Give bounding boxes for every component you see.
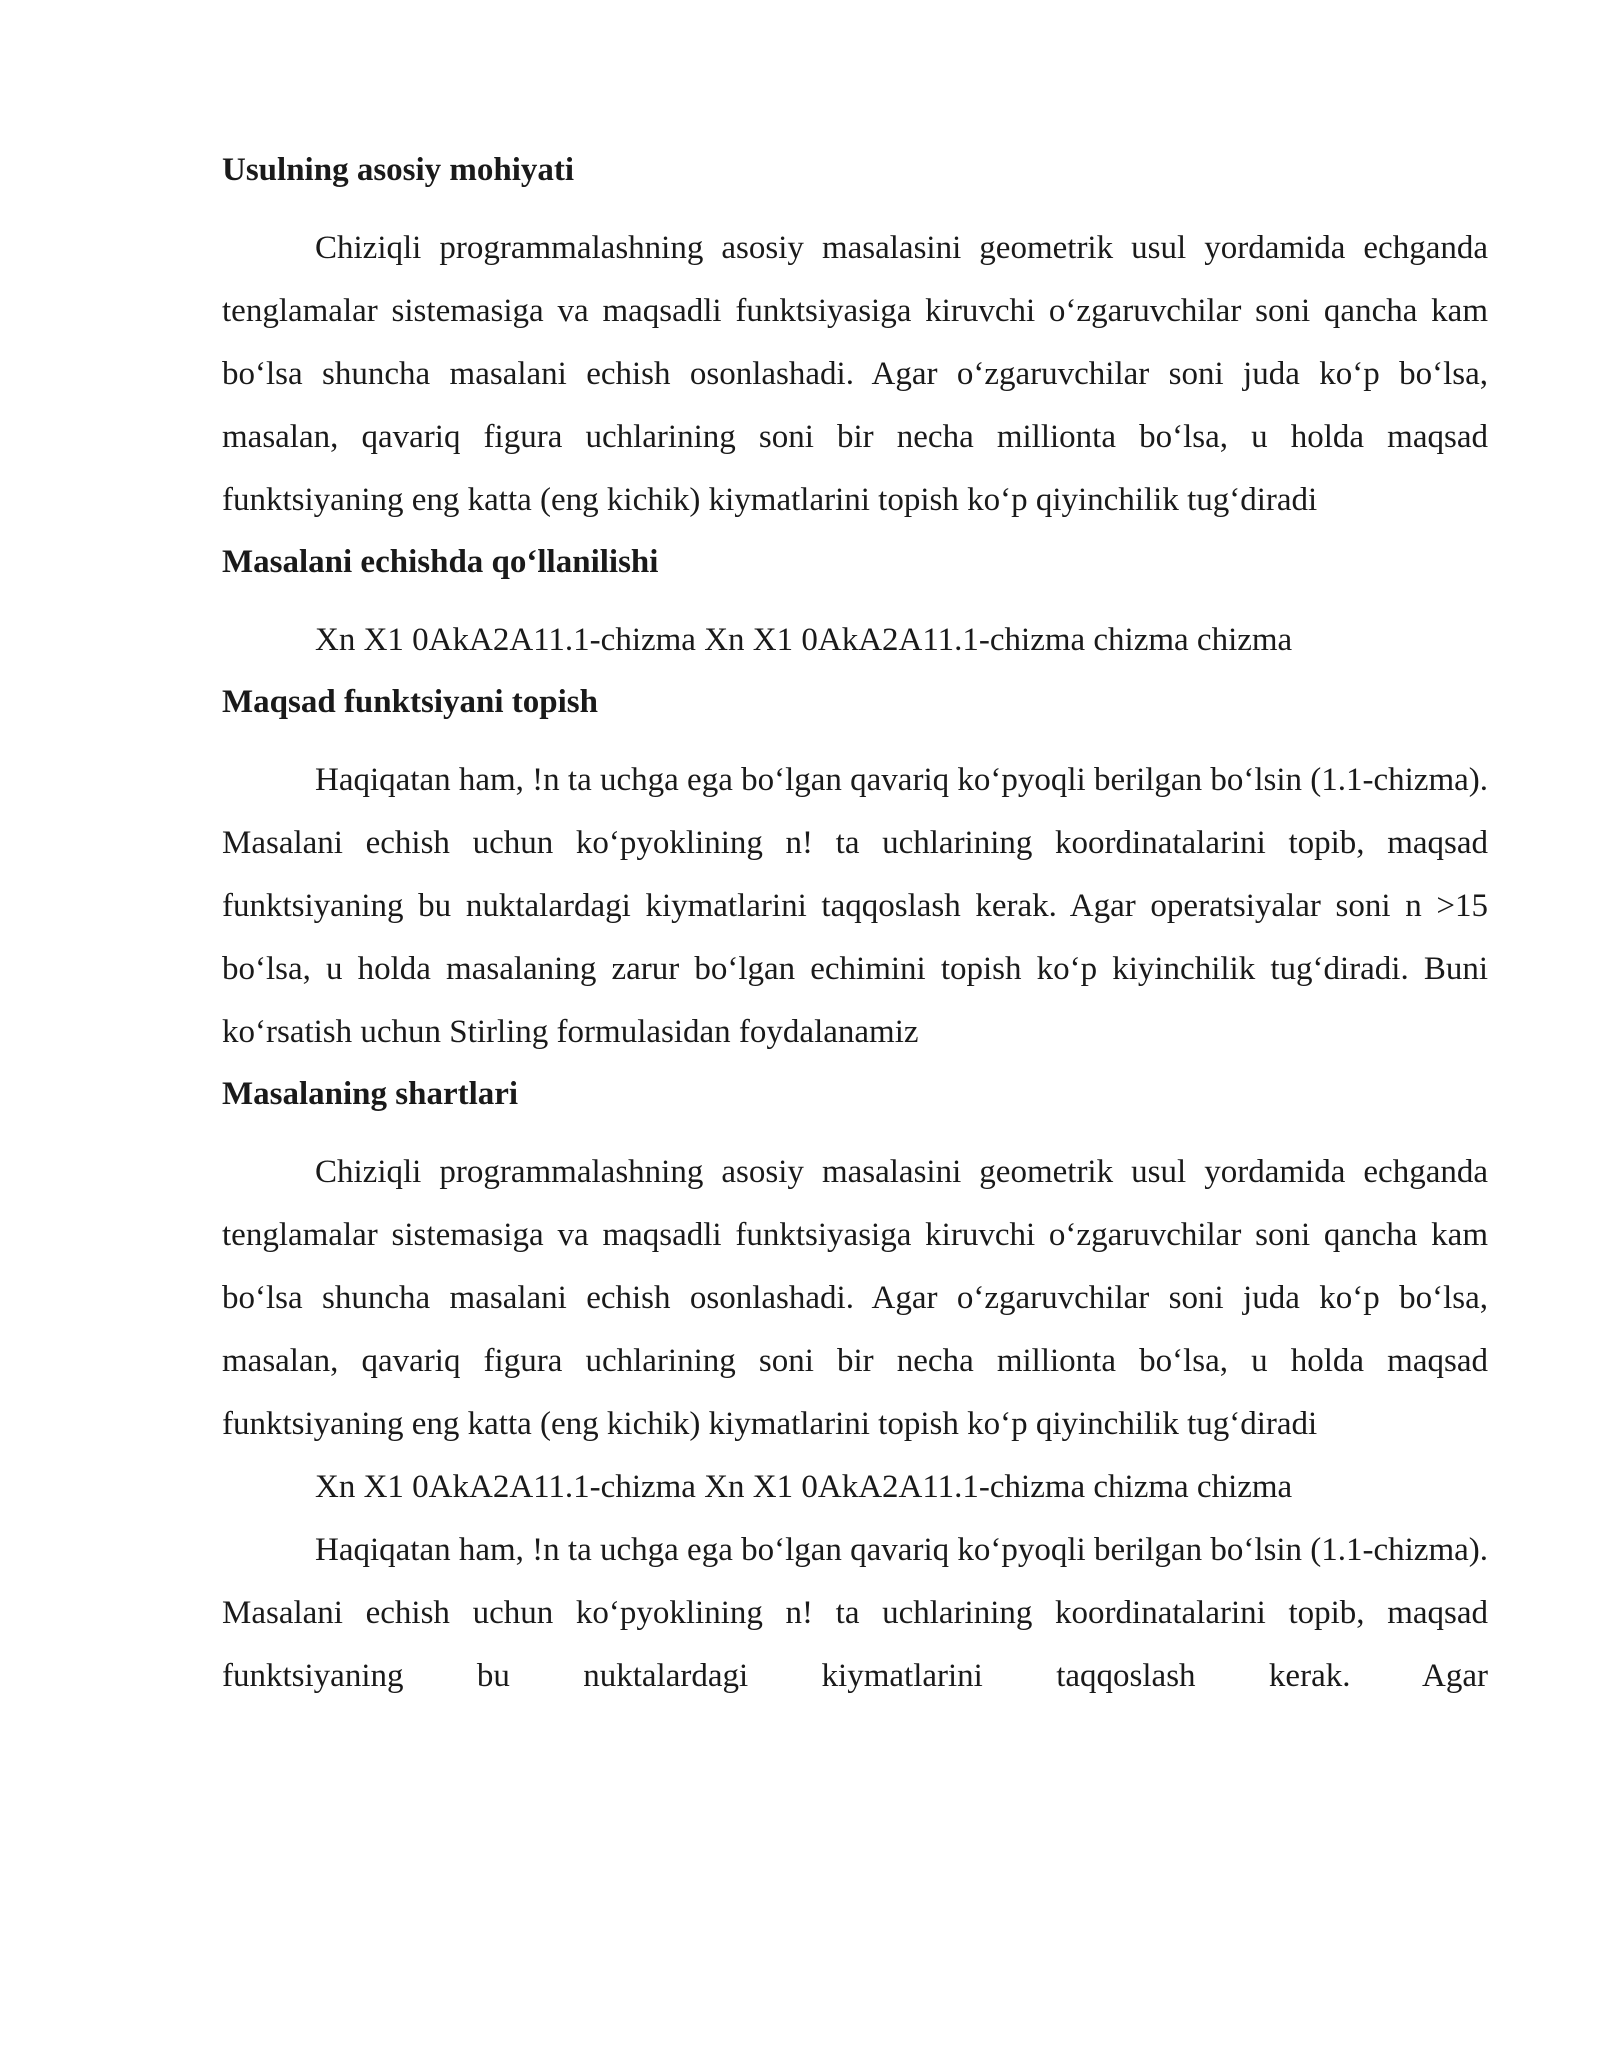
document-page	[222, 140, 1488, 1708]
paragraph-usulning-body: Chiziqli programmalashning asosiy masalasini geometrik usul yordamida echganda tenglamalar sistemasiga va maqsadli funktsiyasiga kiruvchi o‘zgaruvchilar soni qancha kam bo‘lsa shuncha masalani echish osonlashadi. Agar o‘zgaruvchilar soni juda ko‘p bo‘lsa, masalan, qavariq figura uchlarining soni bir necha millionta bo‘lsa, u holda maqsad funktsiyaning eng katta (eng kichik) kiymatlarini topish ko‘p qiyinchilik tug‘diradi	[222, 230, 1488, 518]
section-heading-usulning: Usulning asosiy mohiyati	[222, 152, 575, 188]
paragraph-chizma-reference-2: Xn X1 0AkA2A11.1-chizma Xn X1 0AkA2A11.1-chizma chizma chizma	[315, 1469, 1293, 1505]
paragraph-haqiqatan-body: Haqiqatan ham, !n ta uchga ega bo‘lgan qavariq ko‘pyoqli berilgan bo‘lsin (1.1-chizma). Masalani echish uchun ko‘pyoklining n! ta uchlarining koordinatalarini topib, maqsad funktsiyaning bu nuktalardagi kiymatlarini taqqoslash kerak. Agar	[222, 1532, 1488, 1694]
paragraph-maqsad-body: Haqiqatan ham, !n ta uchga ega bo‘lgan qavariq ko‘pyoqli berilgan bo‘lsin (1.1-chizma). Masalani echish uchun ko‘pyoklining n! ta uchlarining koordinatalarini topib, maqsad funktsiyaning bu nuktalardagi kiymatlarini taqqoslash kerak. Agar operatsiyalar soni n >15 bo‘lsa, u holda masalaning zarur bo‘lgan echimini topish ko‘p kiyinchilik tug‘diradi. Buni ko‘rsatish uchun Stirling formulasidan foydalanamiz	[222, 762, 1488, 1050]
paragraph-chizma-reference: Xn X1 0AkA2A11.1-chizma Xn X1 0AkA2A11.1-chizma chizma chizma	[315, 622, 1293, 658]
paragraph-shartlari-body: Chiziqli programmalashning asosiy masalasini geometrik usul yordamida echganda tenglamalar sistemasiga va maqsadli funktsiyasiga kiruvchi o‘zgaruvchilar soni qancha kam bo‘lsa shuncha masalani echish osonlashadi. Agar o‘zgaruvchilar soni juda ko‘p bo‘lsa, masalan, qavariq figura uchlarining soni bir necha millionta bo‘lsa, u holda maqsad funktsiyaning eng katta (eng kichik) kiymatlarini topish ko‘p qiyinchilik tug‘diradi	[222, 1154, 1488, 1442]
section-heading-maqsad: Maqsad funktsiyani topish	[222, 684, 598, 720]
section-heading-qollanilishi: Masalani echishda qo‘llanilishi	[222, 544, 659, 580]
section-heading-shartlari: Masalaning shartlari	[222, 1076, 519, 1112]
